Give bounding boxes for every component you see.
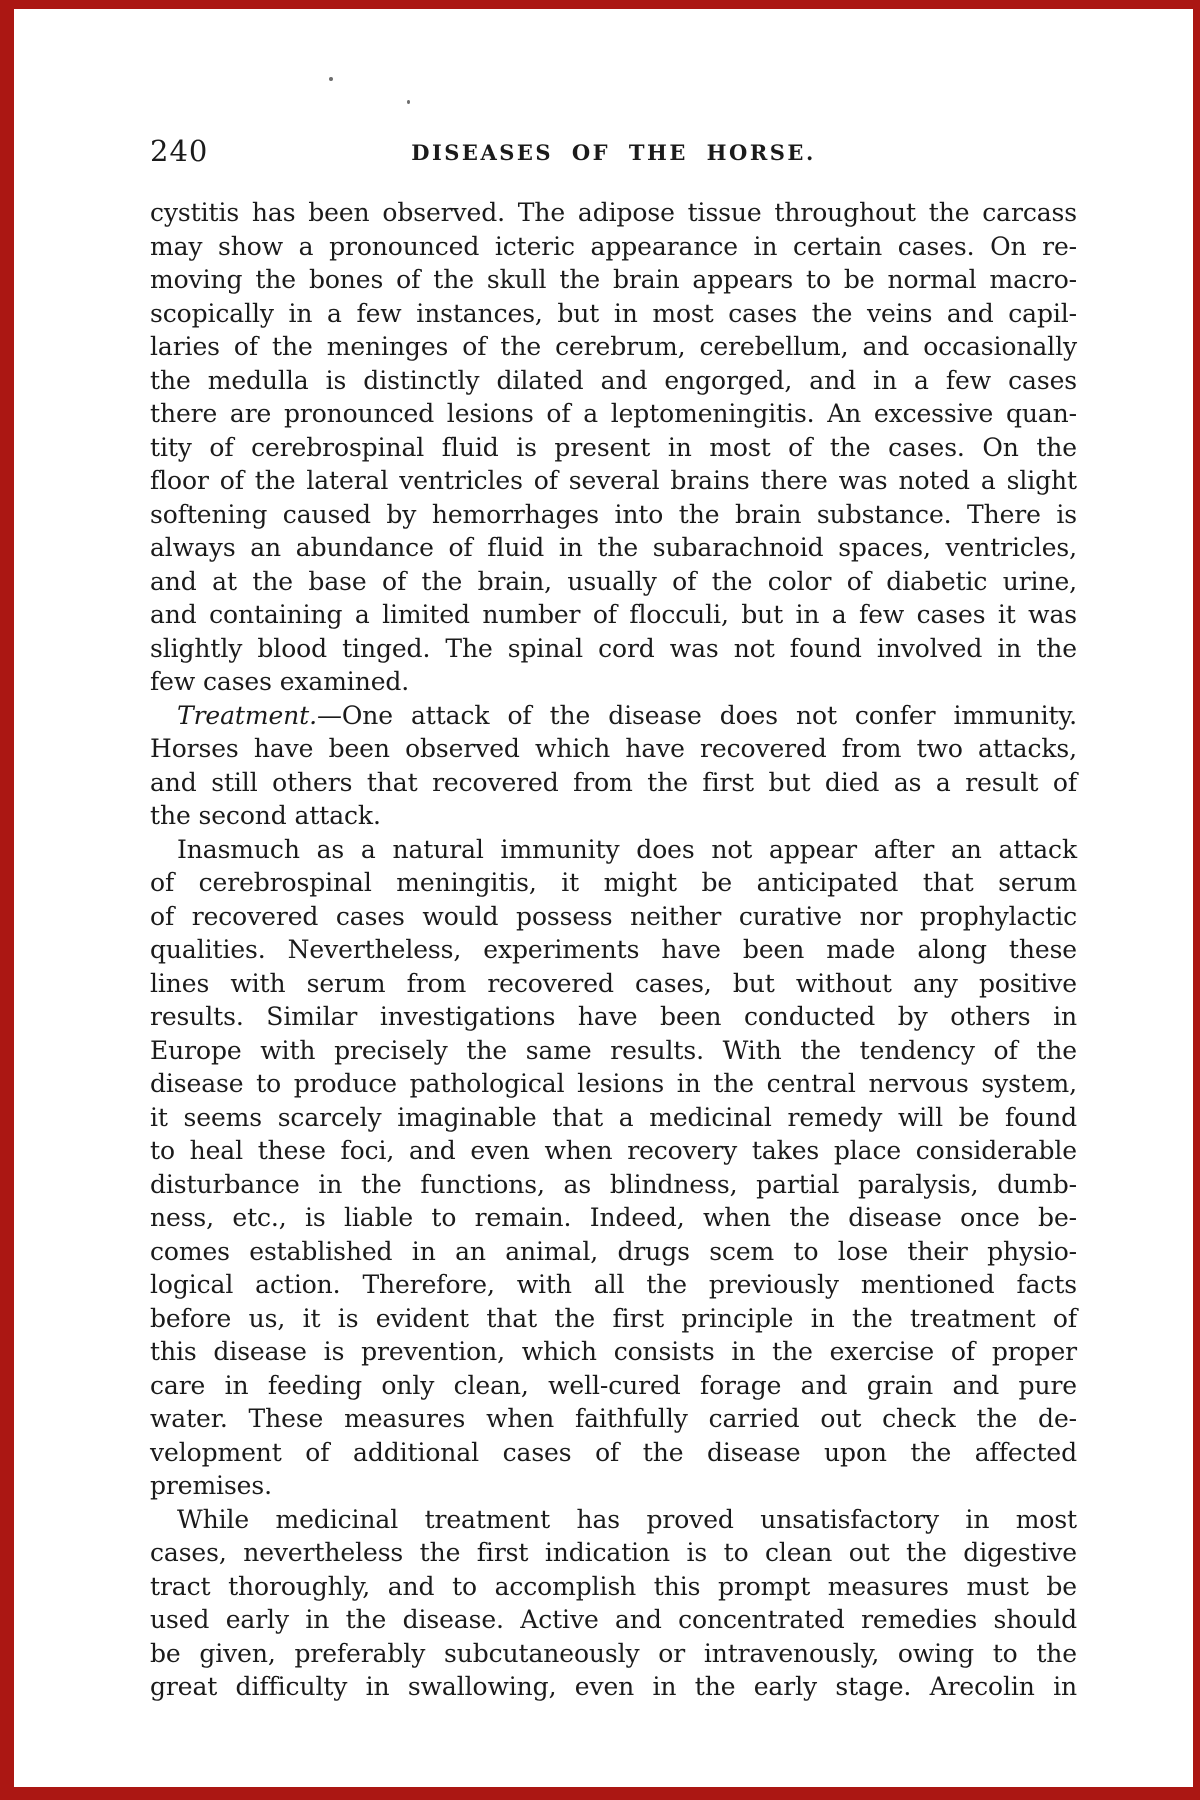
text-line: Inasmuch as a natural immunity does not appear after an attack [177, 834, 1077, 864]
text-line: always an abundance of fluid in the subarachnoid spaces, ventricles, [150, 533, 1077, 562]
text-line: Treatment.—One attack of the disease does not confer immunity. [177, 700, 1077, 730]
text-line: scopically in a few instances, but in most cases the veins and capil- [150, 298, 1077, 328]
text-line: moving the bones of the skull the brain appears to be normal macro- [150, 265, 1077, 294]
text-line: Europe with precisely the same results. With the tendency of the [150, 1035, 1077, 1065]
text-line: to heal these foci, and even when recovery takes place considerable [150, 1136, 1077, 1165]
text-line: of cerebrospinal meningitis, it might be anticipated that serum [150, 868, 1077, 897]
text-line: laries of the meninges of the cerebrum, cerebellum, and occasionally [150, 332, 1077, 361]
page-header [150, 136, 1077, 170]
scan-edge-right [1193, 0, 1200, 1800]
text-line: before us, it is evident that the first principle in the treatment of [150, 1303, 1077, 1333]
text-line: the medulla is distinctly dilated and engorged, and in a few cases [150, 365, 1077, 395]
text-line: premises. [150, 1471, 272, 1500]
scan-edge-bottom [0, 1787, 1200, 1800]
paragraph [150, 833, 1077, 1503]
text-line: floor of the lateral ventricles of several brains there was noted a slight [150, 466, 1077, 495]
text-line: there are pronounced lesions of a leptomeningitis. An excessive quan- [150, 399, 1077, 428]
text-line: great difficulty in swallowing, even in the early stage. Arecolin in [150, 1672, 1077, 1701]
text-line: Horses have been observed which have recovered from two attacks, [150, 734, 1077, 763]
text-line: disturbance in the functions, as blindness, partial paralysis, dumb- [150, 1169, 1077, 1199]
text-line: tract thoroughly, and to accomplish this prompt measures must be [150, 1571, 1077, 1601]
paragraph [150, 699, 1077, 833]
text-line: logical action. Therefore, with all the previously mentioned facts [150, 1270, 1077, 1299]
scan-edge-top [0, 0, 1200, 9]
text-line: comes established in an animal, drugs scem to lose their physio- [150, 1236, 1077, 1266]
text-line: used early in the disease. Active and concentrated remedies should [150, 1605, 1077, 1634]
text-line: softening caused by hemorrhages into the brain substance. There is [150, 499, 1077, 529]
scan-edge-left [0, 0, 14, 1800]
text-line: and still others that recovered from the first but died as a result of [150, 767, 1077, 797]
text-line: qualities. Nevertheless, experiments have been made along these [150, 935, 1077, 964]
text-line: cases, nevertheless the first indication is to clean out the digestive [150, 1538, 1077, 1567]
paragraph [150, 1503, 1077, 1704]
paragraph [150, 196, 1077, 699]
text-line: may show a pronounced icteric appearance in certain cases. On re- [150, 231, 1077, 261]
text-line: tity of cerebrospinal fluid is present in most of the cases. On the [150, 432, 1077, 462]
text-block [150, 196, 1077, 1704]
text-line: velopment of additional cases of the disease upon the affected [150, 1437, 1077, 1467]
text-line: and at the base of the brain, usually of the color of diabetic urine, [150, 566, 1077, 596]
text-line: be given, preferably subcutaneously or intravenously, owing to the [150, 1638, 1077, 1668]
text-line: cystitis has been observed. The adipose tissue throughout the carcass [150, 198, 1077, 227]
text-line: it seems scarcely imaginable that a medicinal remedy will be found [150, 1102, 1077, 1132]
text-line: care in feeding only clean, well-cured forage and grain and pure [150, 1370, 1077, 1400]
text-line: of recovered cases would possess neither curative nor prophylactic [150, 901, 1077, 931]
text-line: slightly blood tinged. The spinal cord was not found involved in the [150, 633, 1077, 663]
text-line: disease to produce pathological lesions in the central nervous system, [150, 1069, 1077, 1098]
running-title: DISEASES OF THE HORSE. [411, 140, 816, 165]
text-line: few cases examined. [150, 667, 410, 696]
text-line: and containing a limited number of flocculi, but in a few cases it was [150, 600, 1077, 629]
text-line: results. Similar investigations have been conducted by others in [150, 1002, 1077, 1031]
text-line: water. These measures when faithfully carried out check the de- [150, 1404, 1077, 1433]
text-line: the second attack. [150, 801, 381, 830]
text-line: While medicinal treatment has proved unsatisfactory in most [177, 1504, 1077, 1534]
text-line: ness, etc., is liable to remain. Indeed, when the disease once be- [150, 1203, 1077, 1232]
scan-speck [329, 77, 333, 81]
text-line: this disease is prevention, which consists in the exercise of proper [150, 1337, 1077, 1366]
page-number: 240 [150, 134, 209, 168]
text-line: lines with serum from recovered cases, but without any positive [150, 968, 1077, 998]
scan-speck [407, 100, 410, 104]
